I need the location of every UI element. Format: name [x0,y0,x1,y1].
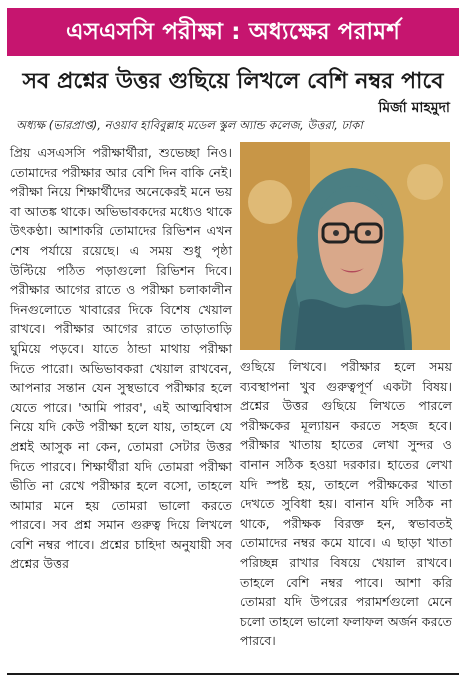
section-banner [7,8,459,56]
article-headline: সব প্রশ্নের উত্তর গুছিয়ে লিখলে বেশি নম্বর পাবে [22,69,444,94]
author-designation: অধ্যক্ষ (ভারপ্রাপ্ত), নওয়াব হাবিবুল্লাহ মডেল স্কুল অ্যান্ড কলেজ, উত্তরা, ঢাকা [16,118,363,132]
body-text-right: গুছিয়ে লিখবে। পরীক্ষার হলে সময় ব্যবস্থাপনা খুব গুরুত্বপূর্ণ একটা বিষয়। প্রশ্নের উত্তর গুছিয়ে লিখতে পারলে পরীক্ষকের মূল্যায়ন করতে সহজ হবে। পরীক্ষার খাতায় হাতের লেখা সুন্দর ও বানান সঠিক হওয়া দরকার। হাতের লেখা যদি স্পষ্ট হয়, তাহলে পরীক্ষকের খাতা দেখতে সুবিধা হয়। বানান যদি সঠিক না থাকে, পরীক্ষক বিরক্ত হন, স্বভাবতই তোমাদের নম্বর কমে যাবে। এ ছাড়া খাতা পরিচ্ছন্ন রাখার বিষয়ে খেয়াল রাখবে। তাহলে বেশি নম্বর পাবে। আশা করি তোমরা যদি উপরের পরামর্শগুলো মেনে চলো তাহলে ভালো ফলাফল অর্জন করতে পারবে। [240,359,452,649]
article-column-left [10,143,232,574]
article-column-right [240,357,452,651]
banner-title: এসএসসি পরীক্ষা : অধ্যক্ষের পরামর্শ [65,18,401,45]
bottom-rule [7,673,459,675]
author-photo [240,142,450,350]
body-text-left: প্রিয় এসএসসি পরীক্ষার্থীরা, শুভেচ্ছা নিও। তোমাদের পরীক্ষার আর বেশি দিন বাকি নেই। পরীক্ষা নিয়ে শিক্ষার্থীদের অনেকেরই মনে ভয় বা আতঙ্ক থাকে। অভিভাবকদের মধ্যেও থাকে উৎকণ্ঠা। আশাকরি তোমাদের রিভিশন এখন শেষ পর্যায়ে রয়েছে। এ সময় শুধু পৃষ্ঠা উল্টিয়ে পঠিত পড়াগুলো রিভিশন দিবে। পরীক্ষার আগের রাতে ও পরীক্ষা চলাকালীন দিনগুলোতে খাবারের দিকে বিশেষ খেয়াল রাখবে। পরীক্ষার আগের রাতে তাড়াতাড়ি ঘুমিয়ে পড়বে। যাতে ঠান্ডা মাথায় পরীক্ষা দিতে পারো। অভিভাবকরা খেয়াল রাখবেন, আপনার সন্তান যেন সুস্থভাবে পরীক্ষার হলে যেতে পারে। 'আমি পারব', এই আত্মবিশ্বাস নিয়ে যদি কেউ পরীক্ষা হলে যায়, তাহলে যে প্রশ্নই আসুক না কেন, তোমরা সেটার উত্তর দিতে পারবে। শিক্ষার্থীরা যদি তোমরা পরীক্ষা ভীতি না রেখে পরীক্ষার হলে বসো, তাহলে আমার মনে হয় তোমরা ভালো করতে পারবে। সব প্রশ্ন সমান গুরুত্ব দিয়ে লিখলে বেশি নম্বর পাবে। প্রশ্নের চাহিদা অনুযায়ী সব প্রশ্নের উত্তর [10,145,232,572]
author-name: মির্জা মাহমুদা [378,100,450,116]
portrait-illustration [240,142,450,350]
